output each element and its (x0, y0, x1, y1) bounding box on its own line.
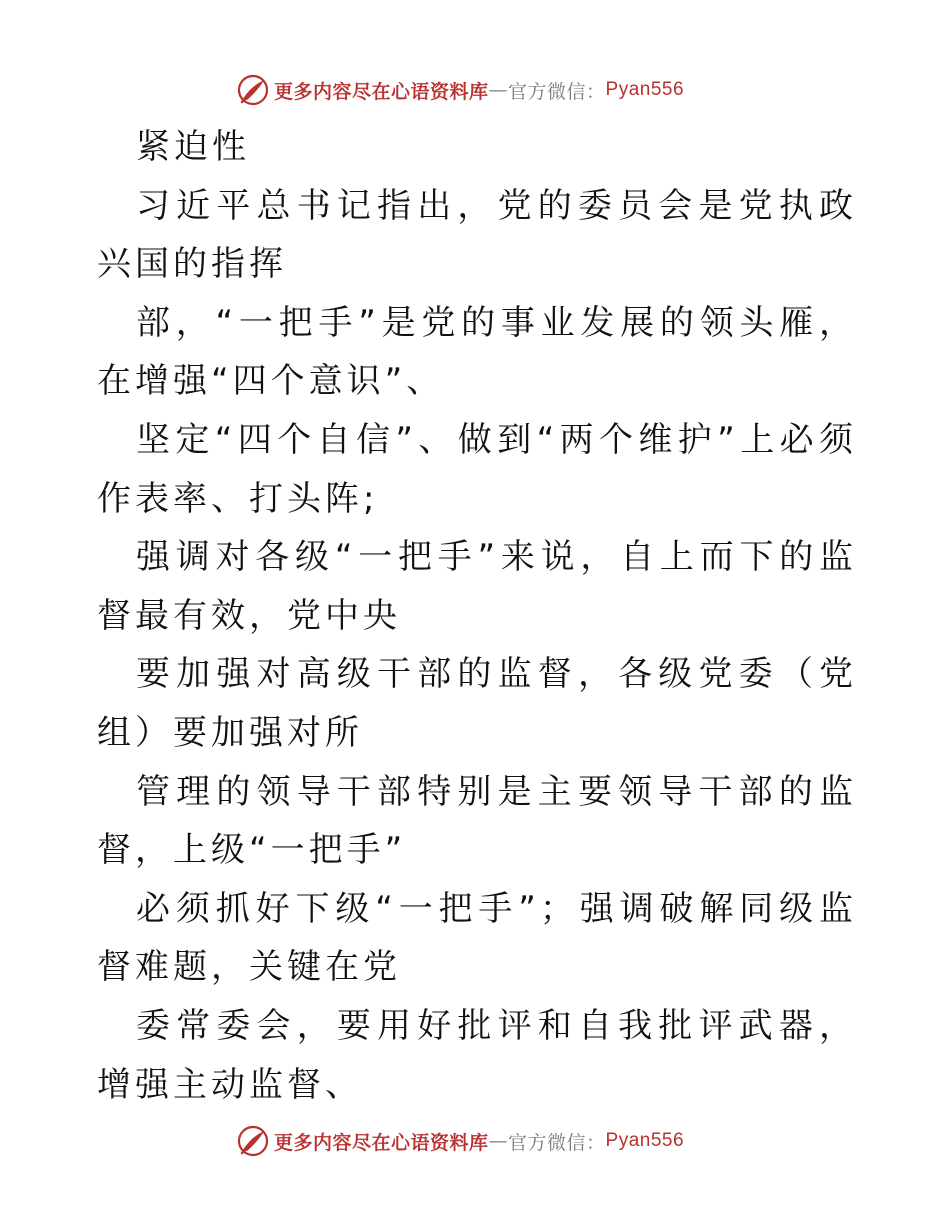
paragraph: 紧迫性 (136, 127, 250, 167)
header-watermark (236, 73, 716, 107)
footer-watermark (236, 1124, 716, 1158)
watermark-brand: 更多内容尽在心语资料库 (274, 1131, 489, 1154)
watermark-dash: — (488, 79, 509, 101)
paragraph: 部，“一把手”是党的事业发展的领头雁，在增强“四个意识”、 (97, 302, 857, 402)
watermark-official-label: 官方微信： (508, 1131, 606, 1154)
paragraph: 强调对各级“一把手”来说，自上而下的监督最有效，党中央 (97, 537, 857, 636)
watermark-dash: — (488, 1130, 509, 1152)
ink-pen-seal-icon (236, 73, 270, 107)
paragraph: 管理的领导干部特别是主要领导干部的监督，上级“一把手” (97, 771, 857, 871)
watermark-brand: 更多内容尽在心语资料库 (274, 80, 489, 103)
paragraph: 委常委会，要用好批评和自我批评武器，增强主动监督、 (97, 1005, 857, 1105)
paragraph: 必须抓好下级“一把手”；强调破解同级监督难题，关键在党 (97, 888, 857, 988)
document-body (97, 118, 857, 1114)
watermark-wechat-id: Pyan556 (605, 79, 685, 100)
paragraph: 要加强对高级干部的监督，各级党委（党组）要加强对所 (97, 654, 857, 753)
watermark-wechat-id: Pyan556 (605, 1130, 685, 1151)
paragraph: 坚定“四个自信”、做到“两个维护”上必须作表率、打头阵; (97, 419, 857, 519)
ink-pen-seal-icon (236, 1124, 270, 1158)
paragraph: 习近平总书记指出，党的委员会是党执政兴国的指挥 (97, 185, 857, 285)
watermark-official-label: 官方微信： (508, 80, 606, 103)
